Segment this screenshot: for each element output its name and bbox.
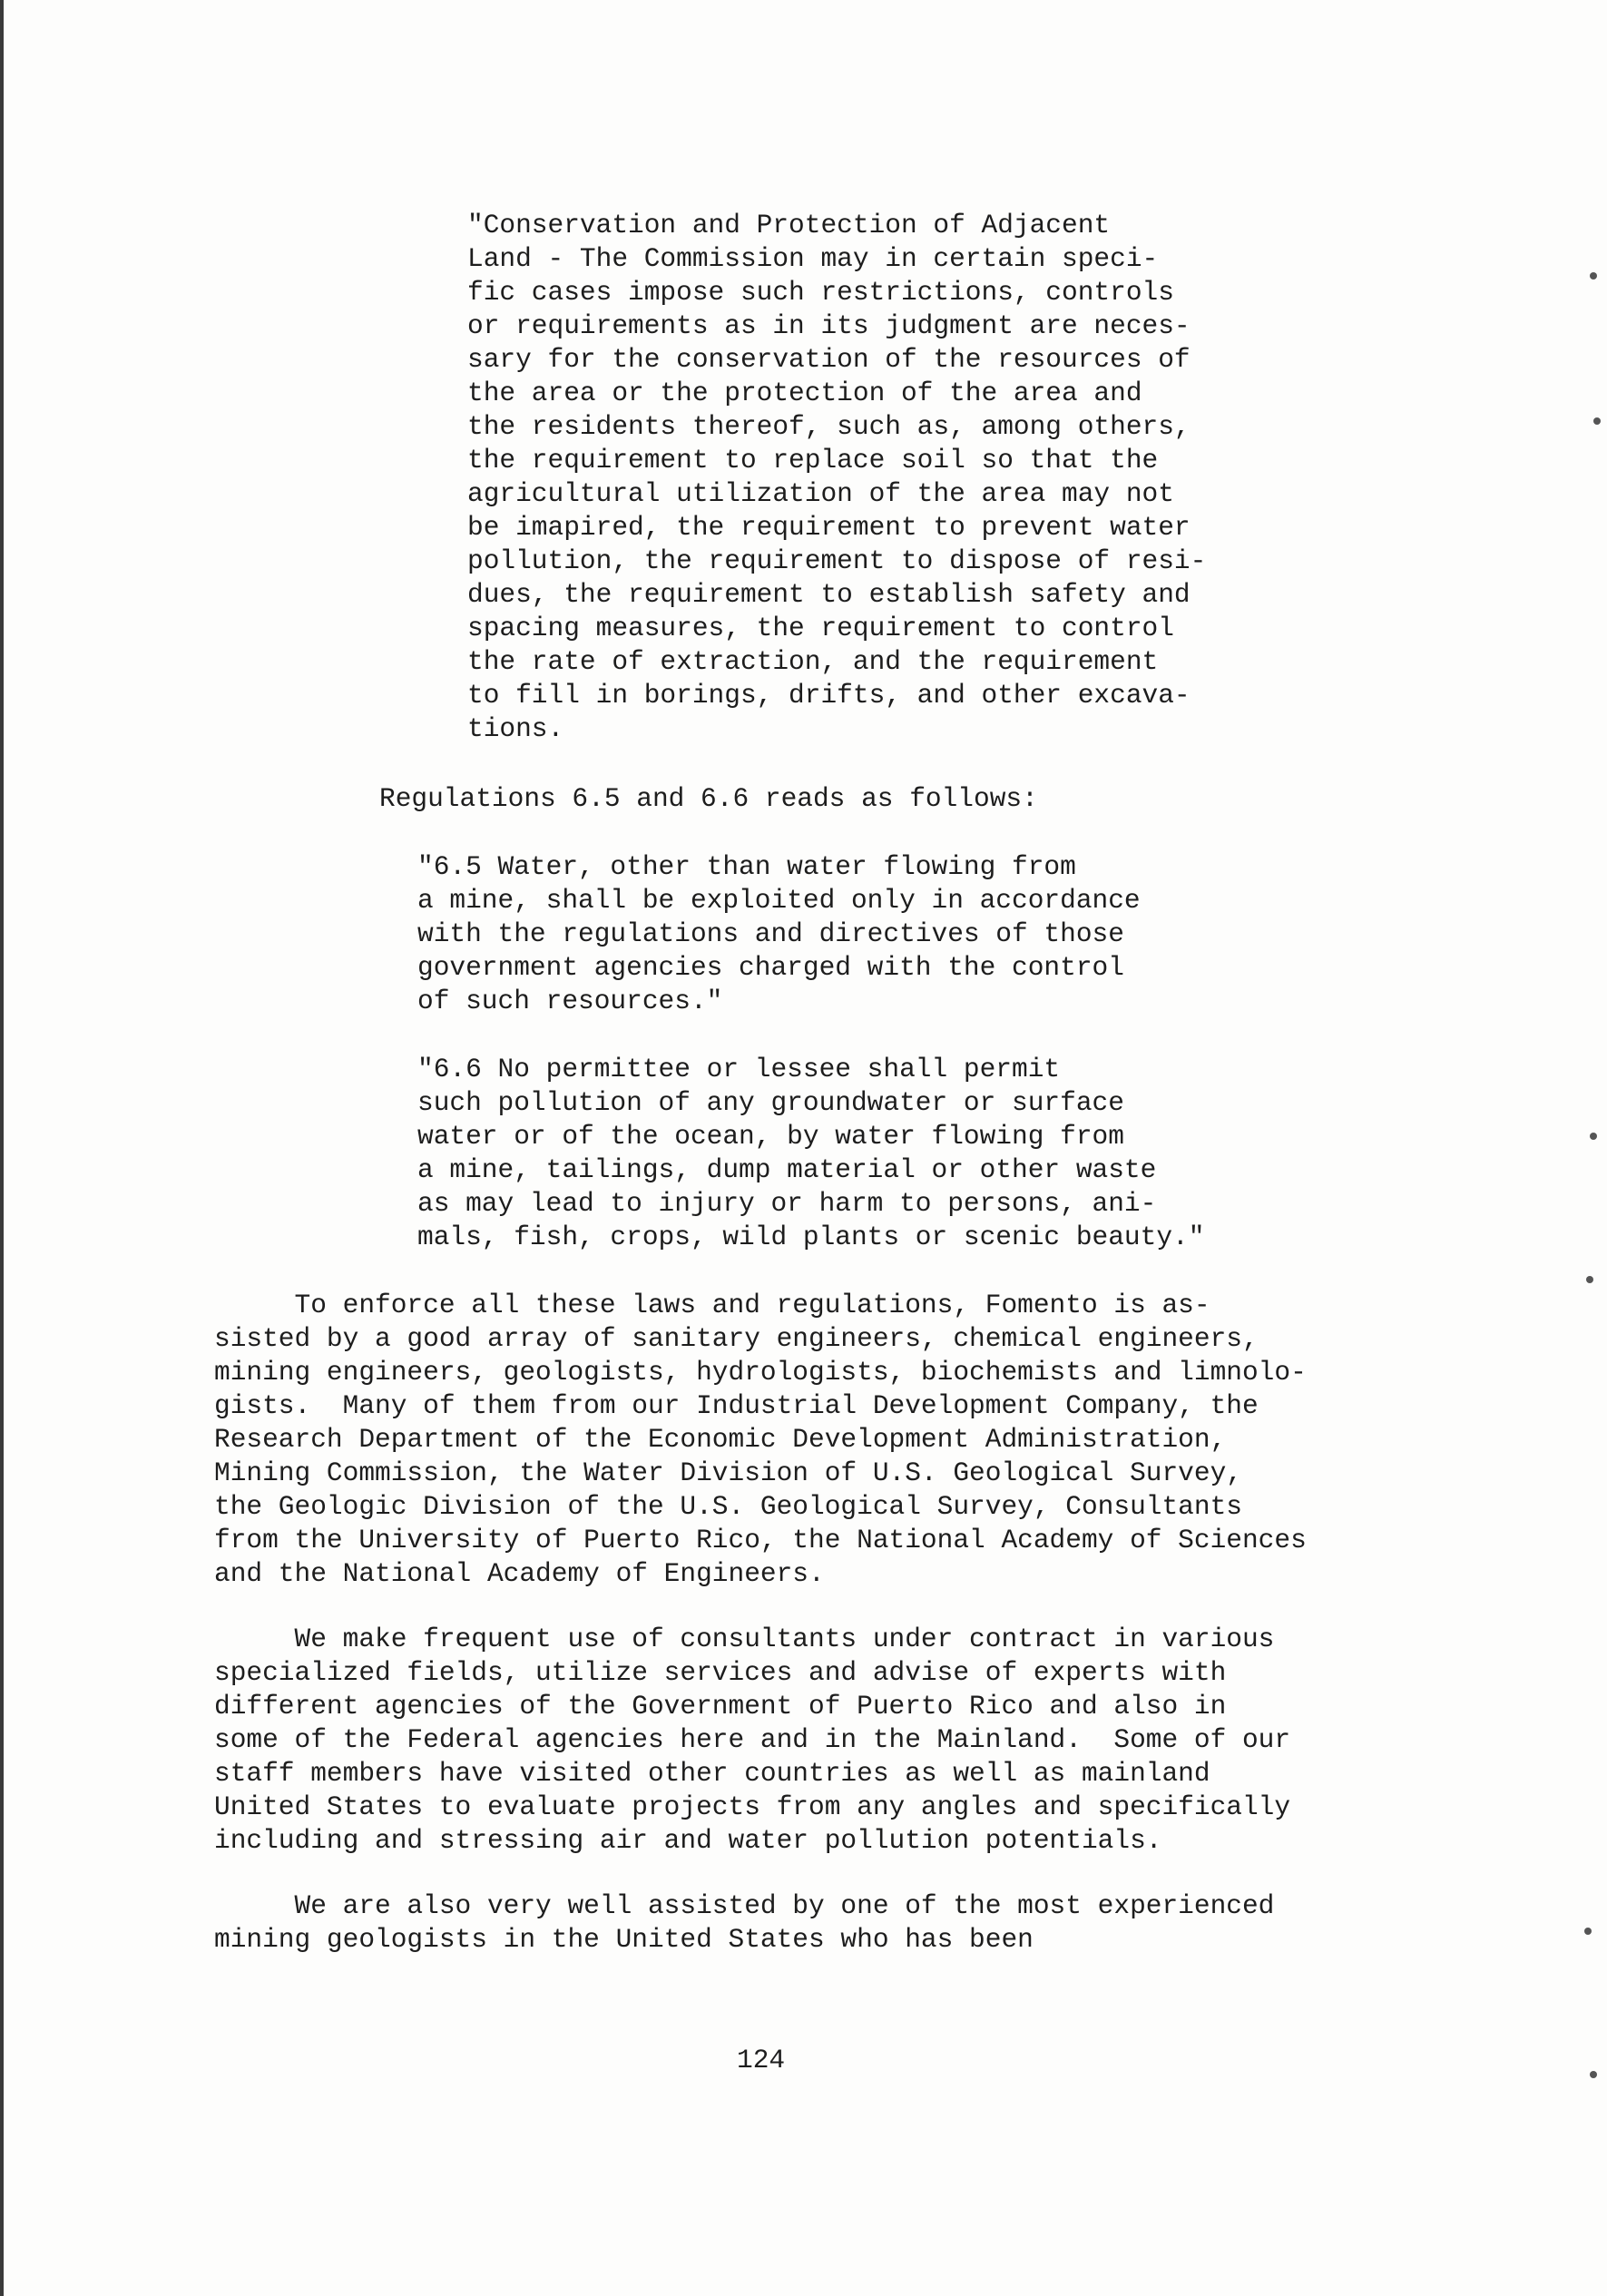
scan-speck: [1590, 1133, 1597, 1140]
text-line: with the regulations and directives of those: [417, 918, 1124, 949]
text-line: the area or the protection of the area and: [467, 378, 1142, 408]
text-line: "6.6 No permittee or lessee shall permit: [417, 1054, 1061, 1084]
text-line: Regulations 6.5 and 6.6 reads as follows:: [379, 783, 1038, 814]
paragraph-enforce: [214, 1289, 1307, 1591]
quote-regulation-6-6: [417, 1053, 1204, 1254]
scan-speck: [1590, 2071, 1597, 2078]
text-line: "Conservation and Protection of Adjacent: [467, 210, 1111, 240]
text-line: Mining Commission, the Water Division of U.S. Geological Survey,: [214, 1457, 1242, 1488]
text-line: a mine, shall be exploited only in accordance: [417, 885, 1141, 916]
text-line: the Geologic Division of the U.S. Geological Survey, Consultants: [214, 1491, 1242, 1522]
text-line: We are also very well assisted by one of the most experienced: [214, 1890, 1275, 1921]
text-line: and the National Academy of Engineers.: [214, 1558, 825, 1589]
text-line: mining engineers, geologists, hydrologists, biochemists and limnolo-: [214, 1357, 1307, 1388]
text-line: some of the Federal agencies here and in the Mainland. Some of our: [214, 1724, 1291, 1755]
text-line: or requirements as in its judgment are neces-: [467, 310, 1191, 341]
text-line: the rate of extraction, and the requirement: [467, 646, 1159, 677]
text-line: mining geologists in the United States who has been: [214, 1924, 1034, 1955]
text-line: sary for the conservation of the resources of: [467, 344, 1191, 375]
text-line: "6.5 Water, other than water flowing from: [417, 851, 1076, 882]
text-line: Research Department of the Economic Development Administration,: [214, 1424, 1227, 1455]
text-line: different agencies of the Government of Puerto Rico and also in: [214, 1691, 1227, 1722]
text-line: such pollution of any groundwater or surface: [417, 1087, 1124, 1118]
text-line: gists. Many of them from our Industrial Development Company, the: [214, 1390, 1259, 1421]
text-line: be imapired, the requirement to prevent water: [467, 512, 1191, 543]
page-number: 124: [737, 2045, 786, 2075]
text-line: We make frequent use of consultants under contract in various: [214, 1624, 1275, 1654]
text-line: Land - The Commission may in certain speci-: [467, 243, 1159, 274]
text-line: as may lead to injury or harm to persons, ani-: [417, 1188, 1157, 1219]
text-line: specialized fields, utilize services and advise of experts with: [214, 1657, 1227, 1688]
page-edge-shadow: [0, 0, 4, 2296]
text-line: a mine, tailings, dump material or other waste: [417, 1154, 1157, 1185]
scan-speck: [1590, 272, 1597, 280]
text-line: fic cases impose such restrictions, controls: [467, 277, 1174, 308]
text-line: United States to evaluate projects from any angles and specifically: [214, 1791, 1291, 1822]
text-line: tions.: [467, 713, 564, 744]
scan-speck: [1586, 1276, 1593, 1283]
quote-regulation-6-5: [417, 850, 1141, 1018]
text-line: the residents thereof, such as, among others,: [467, 411, 1191, 442]
text-line: pollution, the requirement to dispose of resi-: [467, 545, 1207, 576]
text-line: To enforce all these laws and regulations, Fomento is as-: [214, 1290, 1210, 1320]
text-line: staff members have visited other countries as well as mainland: [214, 1758, 1210, 1789]
text-line: including and stressing air and water pollution potentials.: [214, 1825, 1162, 1856]
paragraph-consultants: [214, 1623, 1290, 1858]
paragraph-geologists: [214, 1889, 1274, 1957]
text-line: the requirement to replace soil so that the: [467, 445, 1159, 476]
text-line: from the University of Puerto Rico, the National Academy of Sciences: [214, 1525, 1307, 1555]
regulations-intro: [379, 782, 1038, 816]
text-line: dues, the requirement to establish safety and: [467, 579, 1191, 610]
text-line: government agencies charged with the control: [417, 952, 1124, 983]
text-line: to fill in borings, drifts, and other excava-: [467, 680, 1191, 711]
scan-speck: [1584, 1928, 1592, 1935]
text-line: of such resources.": [417, 986, 723, 1016]
text-line: water or of the ocean, by water flowing from: [417, 1121, 1124, 1152]
text-line: mals, fish, crops, wild plants or scenic beauty.": [417, 1222, 1205, 1252]
text-line: spacing measures, the requirement to control: [467, 613, 1174, 643]
text-line: sisted by a good array of sanitary engineers, chemical engineers,: [214, 1323, 1259, 1354]
text-line: agricultural utilization of the area may not: [467, 478, 1174, 509]
scan-speck: [1593, 417, 1601, 425]
quote-conservation: [467, 209, 1206, 746]
